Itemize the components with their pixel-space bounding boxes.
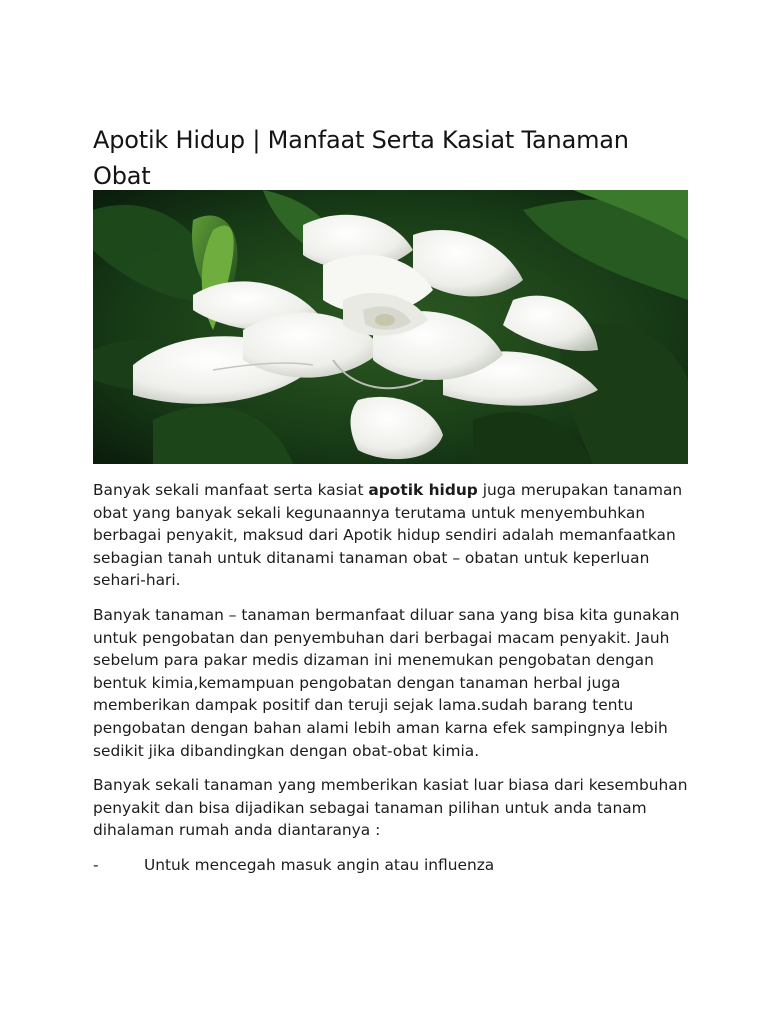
list-item [93, 854, 693, 877]
keyword-apotik-hidup: apotik hidup [368, 481, 478, 499]
gardenia-illustration [93, 190, 688, 464]
gardenia-photo [93, 190, 688, 464]
list-item-text: Untuk mencegah masuk angin atau influenza [144, 855, 495, 874]
list-bullet: - [93, 855, 99, 874]
paragraph-plant-list-intro: Banyak sekali tanaman yang memberikan kasiat luar biasa dari kesembuhan penyakit dan bisa dijadikan sebagai tanaman pilihan untuk anda tanam dihalaman rumah anda diantaranya : [93, 776, 688, 840]
article-title: Apotik Hidup | Manfaat Serta Kasiat Tanaman Obat [93, 126, 629, 190]
paragraph-intro [93, 479, 693, 592]
paragraph-intro-rest: juga merupakan tanaman obat yang banyak sekali kegunaannya terutama untuk menyembuhkan berbagai penyakit, maksud dari Apotik hidup sendiri adalah memanfaatkan sebagian tanah untuk ditanami tanaman obat – obatan untuk keperluan sehari-hari. [93, 481, 683, 590]
article-body [93, 479, 693, 877]
paragraph-intro-start: Banyak sekali manfaat serta kasiat [93, 481, 369, 499]
paragraph-herbal-benefits: Banyak tanaman – tanaman bermanfaat diluar sana yang bisa kita gunakan untuk pengobatan dan penyembuhan dari berbagai macam penyakit. Jauh sebelum para pakar medis dizaman ini menemukan pengobatan dengan bentuk kimia,kemampuan pengobatan dengan tanaman herbal juga memberikan dampak positif dan teruji sejak lama.sudah barang tentu pengobatan dengan bahan alami lebih aman karna efek sampingnya lebih sedikit jika dibandingkan dengan obat-obat kimia. [93, 605, 680, 760]
